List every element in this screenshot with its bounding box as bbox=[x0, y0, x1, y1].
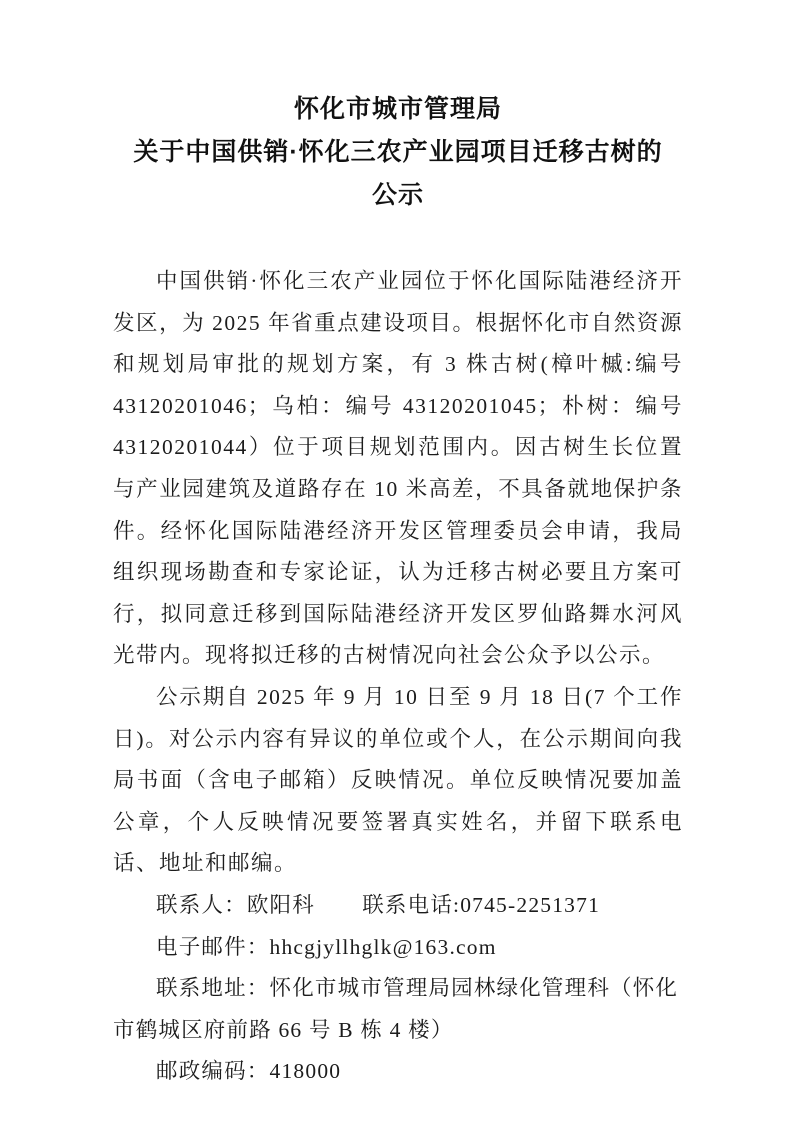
document-body bbox=[113, 261, 683, 1093]
contact-phone-value: 0745-2251371 bbox=[460, 892, 601, 917]
paragraph-notice-period: 公示期自 2025 年 9 月 10 日至 9 月 18 日(7 个工作日)。对公示内容有异议的单位或个人，在公示期间向我局书面（含电子邮箱）反映情况。单位反映情况要加盖公章，个人反映情况要签署真实姓名，并留下联系电话、地址和邮编。 bbox=[113, 684, 683, 876]
title-line-notice: 公示 bbox=[371, 181, 424, 209]
contact-address-value: 怀化市城市管理局园林绿化管理科（怀化市鹤城区府前路 66 号 B 栋 4 楼） bbox=[113, 976, 679, 1042]
contact-email-label: 电子邮件： bbox=[156, 934, 270, 959]
title-line-subject: 关于中国供销·怀化三农产业园项目迁移古树的 bbox=[133, 138, 663, 166]
contact-email-value: hhcgjyllhglk@163.com bbox=[269, 934, 497, 959]
contact-person-value: 欧阳科 bbox=[246, 892, 315, 917]
contact-person-label: 联系人： bbox=[156, 892, 247, 917]
document-title bbox=[113, 88, 683, 217]
contact-address-label: 联系地址： bbox=[156, 976, 270, 1001]
contact-postcode-line bbox=[113, 1051, 683, 1093]
contact-person-line bbox=[113, 885, 683, 927]
contact-postcode-label: 邮政编码： bbox=[156, 1059, 270, 1084]
contact-email-line bbox=[113, 927, 683, 969]
paragraph-project-description: 中国供销·怀化三农产业园位于怀化国际陆港经济开发区，为 2025 年省重点建设项目。根据怀化市自然资源和规划局审批的规划方案，有 3 株古树(樟叶槭:编号 43120201046；乌柏：编号 43120201045；朴树：编号 43120201044）位于项目规划范围内。因古树生长位置与产业园建筑及道路存在 10 米高差，不具备就地保护条件。经怀化国际陆港经济开发区管理委员会申请，我局组织现场勘查和专家论证，认为迁移古树必要且方案可行，拟同意迁移到国际陆港经济开发区罗仙路舞水河风光带内。现将拟迁移的古树情况向社会公众予以公示。 bbox=[113, 269, 683, 668]
contact-postcode-value: 418000 bbox=[269, 1059, 342, 1084]
title-line-org: 怀化市城市管理局 bbox=[293, 95, 502, 123]
contact-phone-label: 联系电话: bbox=[362, 892, 461, 917]
contact-address-line bbox=[113, 968, 683, 1051]
